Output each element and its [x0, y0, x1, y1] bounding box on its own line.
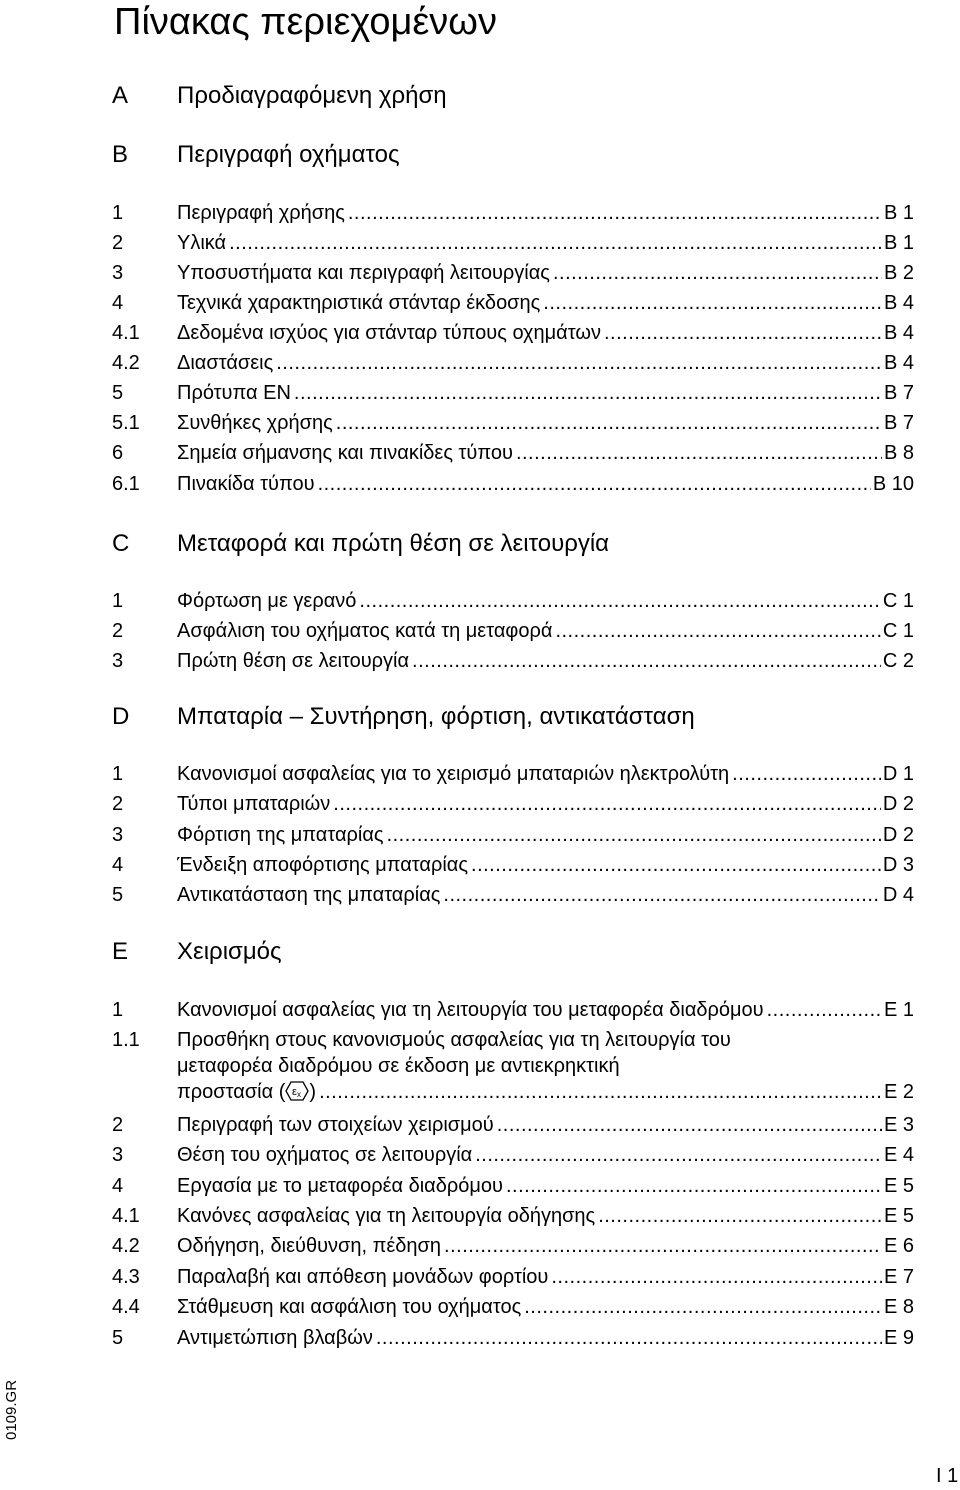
svg-text:x: x	[297, 1090, 302, 1099]
entry-page: D 4	[882, 884, 914, 906]
entry-title: Εργασία με το μεταφορέα διαδρόμου	[177, 1175, 503, 1197]
entry-page: E 7	[883, 1266, 914, 1288]
section-letter: A	[112, 82, 129, 109]
page-number: I 1	[936, 1465, 959, 1487]
entry-title: Υποσυστήματα και περιγραφή λειτουργίας	[177, 262, 550, 284]
leader-dots	[497, 1112, 882, 1138]
entry-title: Ένδειξη αποφόρτισης μπαταρίας	[177, 854, 469, 876]
entry-title: Τεχνικά χαρακτηριστικά στάνταρ έκδοσης	[177, 292, 541, 314]
entry-page: B 4	[883, 352, 914, 374]
entry-page: C 2	[882, 650, 914, 672]
leader-dots	[506, 1173, 882, 1199]
entry-page: B 4	[883, 292, 914, 314]
entry-title: Θέση του οχήματος σε λειτουργία	[177, 1144, 473, 1166]
leader-dots	[336, 410, 882, 436]
leader-dots	[471, 852, 881, 878]
leader-dots	[604, 320, 882, 346]
leader-dots	[598, 1203, 882, 1229]
entry-title: Πρότυπα EN	[177, 382, 291, 404]
entry-number: 3	[112, 824, 124, 846]
entry-page: E 1	[883, 999, 914, 1021]
entry-title: Περιγραφή χρήσης	[177, 202, 345, 224]
entry-page: B 4	[883, 322, 914, 344]
leader-dots	[443, 882, 880, 908]
leader-dots	[276, 350, 882, 376]
section-title: Μεταφορά και πρώτη θέση σε λειτουργία	[177, 530, 610, 557]
entry-number: 2	[112, 620, 124, 642]
section-title: Μπαταρία – Συντήρηση, φόρτιση, αντικατάσταση	[177, 703, 695, 730]
entry-number: 4.1	[112, 1205, 140, 1227]
leader-dots	[333, 791, 881, 817]
entry-page: C 1	[882, 620, 914, 642]
leader-dots	[318, 471, 871, 497]
entry-page: E 3	[883, 1114, 914, 1136]
leader-dots	[444, 1233, 882, 1259]
entry-title: Στάθμευση και ασφάλιση του οχήματος	[177, 1296, 522, 1318]
entry-title-line-1: Προσθήκη στους κανονισμούς ασφαλείας για τη λειτουργία του	[177, 1029, 731, 1051]
entry-title-line-3: προστασία ( ε x )	[177, 1081, 317, 1103]
entry-title: Παραλαβή και απόθεση μονάδων φορτίου	[177, 1266, 549, 1288]
entry-page: B 1	[883, 202, 914, 224]
entry-page: E 2	[883, 1081, 914, 1103]
leader-dots	[359, 588, 880, 614]
entry-number: 4	[112, 854, 124, 876]
entry-number: 1	[112, 763, 124, 785]
entry-number: 4	[112, 292, 124, 314]
entry-page: E 4	[883, 1144, 914, 1166]
entry-page: B 8	[883, 442, 914, 464]
section-title: Χειρισμός	[177, 938, 282, 965]
section-letter: E	[112, 938, 129, 965]
entry-number: 4.2	[112, 352, 140, 374]
entry-title: Δεδομένα ισχύος για στάνταρ τύπους οχημάτων	[177, 322, 601, 344]
leader-dots	[732, 761, 881, 787]
entry-title: Σημεία σήμανσης και πινακίδες τύπου	[177, 442, 513, 464]
leader-dots	[767, 997, 882, 1023]
entry-title: Φόρτιση της μπαταρίας	[177, 824, 384, 846]
entry-title: Τύποι μπαταριών	[177, 793, 331, 815]
leader-dots	[294, 380, 882, 406]
entry-number: 3	[112, 650, 124, 672]
entry-number: 1	[112, 999, 124, 1021]
leader-dots	[553, 260, 882, 286]
entry-number: 6	[112, 442, 124, 464]
page-title: Πίνακας περιεχομένων	[114, 1, 497, 43]
entry-title: Αντιμετώπιση βλαβών	[177, 1327, 373, 1349]
entry-page: D 1	[882, 763, 914, 785]
entry-page: B 2	[883, 262, 914, 284]
entry-title: Διαστάσεις	[177, 352, 274, 374]
leader-dots	[551, 1264, 882, 1290]
entry-number: 3	[112, 1144, 124, 1166]
entry-page: E 8	[883, 1296, 914, 1318]
entry-page: E 5	[883, 1175, 914, 1197]
entry-page: E 5	[883, 1205, 914, 1227]
entry-title: Αντικατάσταση της μπαταρίας	[177, 884, 441, 906]
svg-text:ε: ε	[292, 1086, 298, 1098]
entry-number: 1	[112, 202, 124, 224]
entry-title-line-2: μεταφορέα διαδρόμου σε έκδοση με αντιεκρηκτική	[177, 1055, 620, 1077]
entry-page: C 1	[882, 590, 914, 612]
entry-page: D 2	[882, 793, 914, 815]
entry-number: 1	[112, 590, 124, 612]
entry-title: Κανονισμοί ασφαλείας για τη λειτουργία του μεταφορέα διαδρόμου	[177, 999, 764, 1021]
entry-number: 5	[112, 884, 124, 906]
leader-dots	[348, 200, 882, 226]
ex-protection-icon	[285, 1080, 309, 1102]
entry-page: B 1	[883, 232, 914, 254]
entry-number: 4.4	[112, 1296, 140, 1318]
entry-number: 2	[112, 793, 124, 815]
section-letter: B	[112, 141, 129, 168]
entry-page: B 7	[883, 382, 914, 404]
entry-number: 6.1	[112, 473, 140, 495]
entry-title: Κανόνες ασφαλείας για τη λειτουργία οδήγησης	[177, 1205, 596, 1227]
entry-page: D 3	[882, 854, 914, 876]
leader-dots	[229, 230, 882, 256]
entry-number: 5.1	[112, 412, 140, 434]
entry-page: E 9	[883, 1327, 914, 1349]
entry-page: B 10	[872, 473, 914, 495]
document-code: 0109.GR	[3, 1379, 20, 1440]
leader-dots	[543, 290, 882, 316]
entry-number: 4.3	[112, 1266, 140, 1288]
entry-title: Φόρτωση με γερανό	[177, 590, 357, 612]
entry-number: 4.1	[112, 322, 140, 344]
leader-dots	[524, 1294, 882, 1320]
entry-page: D 2	[882, 824, 914, 846]
entry-number: 2	[112, 232, 124, 254]
section-title: Προδιαγραφόμενη χρήση	[177, 82, 447, 109]
entry-number: 5	[112, 382, 124, 404]
leader-dots	[376, 1325, 882, 1351]
leader-dots	[319, 1079, 882, 1105]
entry-title: Πινακίδα τύπου	[177, 473, 315, 495]
entry-title: Υλικά	[177, 232, 227, 254]
entry-page: E 6	[883, 1235, 914, 1257]
entry-number: 1.1	[112, 1029, 140, 1051]
entry-title: Περιγραφή των στοιχείων χειρισμού	[177, 1114, 494, 1136]
section-letter: D	[112, 703, 130, 730]
leader-dots	[475, 1142, 882, 1168]
entry-number: 3	[112, 262, 124, 284]
leader-dots	[387, 822, 881, 848]
section-title: Περιγραφή οχήματος	[177, 141, 400, 168]
entry-number: 2	[112, 1114, 124, 1136]
leader-dots	[412, 648, 881, 674]
entry-number: 5	[112, 1327, 124, 1349]
entry-title: Οδήγηση, διεύθυνση, πέδηση	[177, 1235, 442, 1257]
leader-dots	[516, 440, 882, 466]
entry-title: Ασφάλιση του οχήματος κατά τη μεταφορά	[177, 620, 553, 642]
entry-title: Κανονισμοί ασφαλείας για το χειρισμό μπαταριών ηλεκτρολύτη	[177, 763, 730, 785]
entry-page: B 7	[883, 412, 914, 434]
entry-title: Συνθήκες χρήσης	[177, 412, 333, 434]
entry-number: 4	[112, 1175, 124, 1197]
entry-number: 4.2	[112, 1235, 140, 1257]
entry-title: Πρώτη θέση σε λειτουργία	[177, 650, 410, 672]
section-letter: C	[112, 530, 130, 557]
leader-dots	[555, 618, 880, 644]
